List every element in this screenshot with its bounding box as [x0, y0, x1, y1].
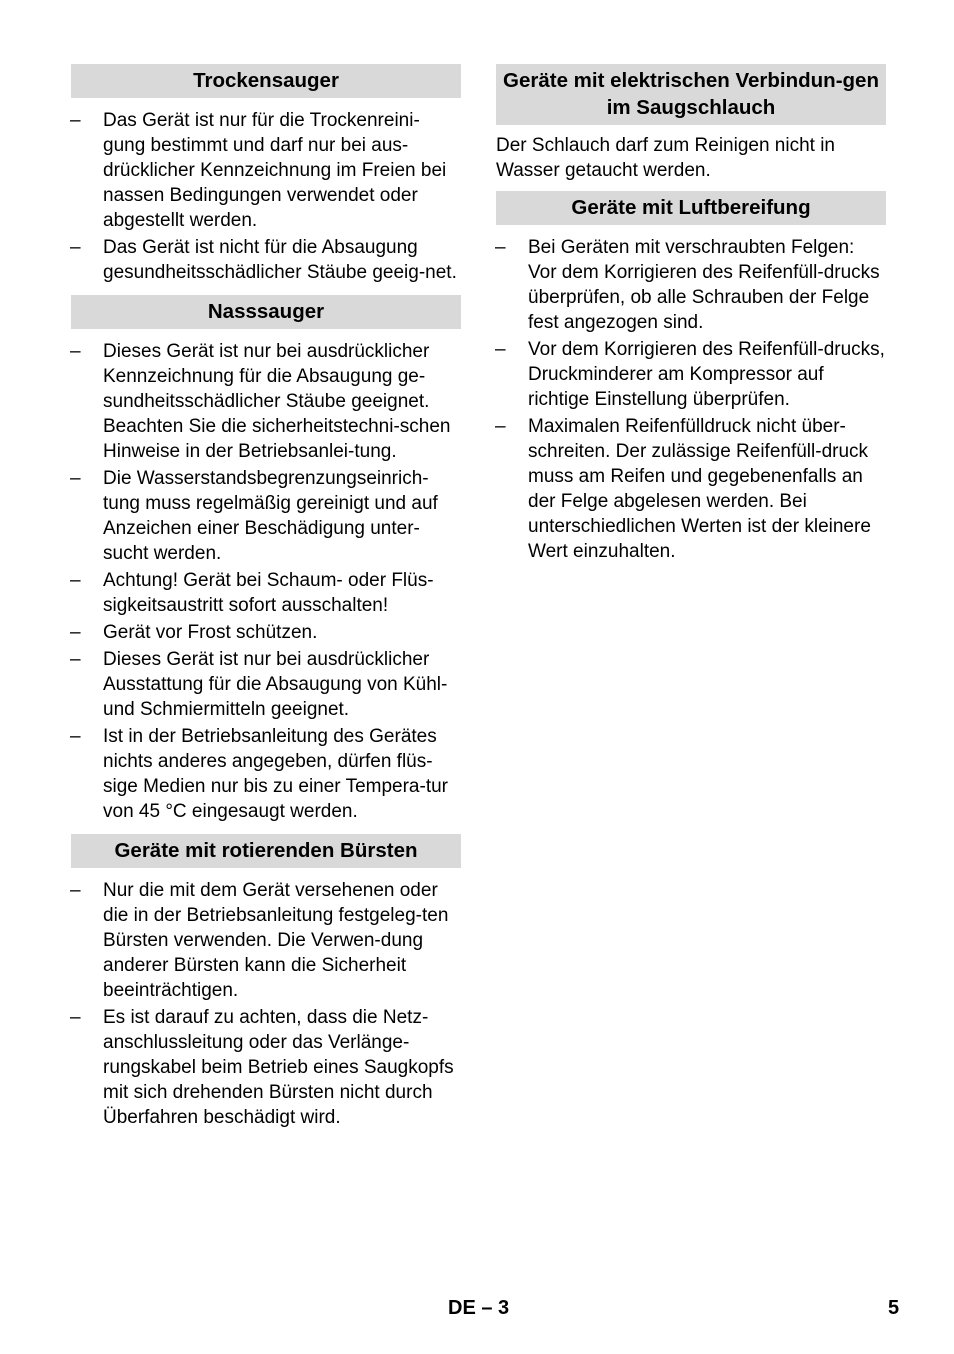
list-item-text: Achtung! Gerät bei Schaum- oder Flüs-sigkeitsaustritt sofort ausschalten!	[103, 570, 434, 616]
nasssauger-list	[71, 339, 461, 824]
list-item	[71, 620, 461, 645]
list-item	[496, 337, 886, 412]
dash-bullet: –	[70, 622, 81, 643]
section-heading-trockensauger: Trockensauger	[71, 64, 461, 98]
paragraph-schlauch: Der Schlauch darf zum Reinigen nicht in Wasser getaucht werden.	[496, 135, 836, 181]
list-item-text: Es ist darauf zu achten, dass die Netz-anschlussleitung oder das Verlänge-rungskabel beim Betrieb eines Saugkopfs mit sich drehenden Bürsten nicht durch Überfahren beschädigt wird.	[103, 1007, 454, 1128]
list-item-text: Nur die mit dem Gerät versehenen oder die in der Betriebsanleitung festgeleg-ten Bürsten verwenden. Die Verwen-dung anderer Bürsten kann die Sicherheit beeinträchtigen.	[103, 880, 449, 1001]
right-column	[496, 64, 886, 574]
dash-bullet: –	[70, 726, 81, 747]
trockensauger-list	[71, 108, 461, 285]
section-heading-luftbereifung: Geräte mit Luftbereifung	[496, 191, 886, 225]
list-item	[71, 235, 461, 285]
left-column	[71, 64, 461, 1140]
dash-bullet: –	[70, 880, 81, 901]
list-item-text: Gerät vor Frost schützen.	[103, 622, 318, 643]
list-item	[71, 339, 461, 464]
dash-bullet: –	[70, 649, 81, 670]
list-item	[71, 724, 461, 824]
dash-bullet: –	[495, 237, 506, 258]
list-item-text: Die Wasserstandsbegrenzungseinrich-tung muss regelmäßig gereinigt und auf Anzeichen einer Beschädigung unter-sucht werden.	[103, 468, 438, 564]
list-item	[71, 878, 461, 1003]
dash-bullet: –	[70, 468, 81, 489]
section-heading-rotierende-buersten: Geräte mit rotierenden Bürsten	[71, 834, 461, 868]
section-heading-elektrische-verbindungen: Geräte mit elektrischen Verbindun-gen im Saugschlauch	[496, 64, 886, 125]
list-item-text: Dieses Gerät ist nur bei ausdrücklicher Ausstattung für die Absaugung von Kühl- und Schmiermitteln geeignet.	[103, 649, 448, 720]
dash-bullet: –	[70, 570, 81, 591]
list-item	[496, 235, 886, 335]
list-item	[496, 414, 886, 564]
list-item-text: Vor dem Korrigieren des Reifenfüll-drucks, Druckminderer am Kompressor auf richtige Einstellung überprüfen.	[528, 339, 885, 410]
dash-bullet: –	[70, 341, 81, 362]
dash-bullet: –	[495, 416, 506, 437]
footer-language-page: DE – 3	[448, 1297, 510, 1319]
list-item-text: Das Gerät ist nicht für die Absaugung gesundheitsschädlicher Stäube geeig-net.	[103, 237, 457, 283]
dash-bullet: –	[495, 339, 506, 360]
list-item	[71, 1005, 461, 1130]
list-item-text: Maximalen Reifenfülldruck nicht über-schreiten. Der zulässige Reifenfüll-druck muss am Reifen und gegebenenfalls an der Felge abgelesen werden. Bei unterschiedlichen Werten ist der kleinere Wert einzuhalten.	[528, 416, 871, 562]
list-item	[71, 108, 461, 233]
footer-page-number: 5	[888, 1297, 900, 1319]
list-item-text: Das Gerät ist nur für die Trockenreini-gung bestimmt und darf nur bei aus-drücklicher Kennzeichnung im Freien bei nassen Bedingungen verwendet oder abgestellt werden.	[103, 110, 447, 231]
list-item-text: Ist in der Betriebsanleitung des Gerätes nichts anderes angegeben, dürfen flüs-sige Medien nur bis zu einer Tempera-tur von 45 °C eingesaugt werden.	[103, 726, 448, 822]
rotierende-buersten-list	[71, 878, 461, 1130]
list-item-text: Bei Geräten mit verschraubten Felgen: Vor dem Korrigieren des Reifenfüll-drucks überprüfen, ob alle Schrauben der Felge fest angezogen sind.	[528, 237, 880, 333]
dash-bullet: –	[70, 237, 81, 258]
list-item-text: Dieses Gerät ist nur bei ausdrücklicher Kennzeichnung für die Absaugung ge-sundheitsschädlicher Stäube geeignet. Beachten Sie die sicherheitstechni-schen Hinweise in der Betriebsanlei-tung.	[103, 341, 451, 462]
dash-bullet: –	[70, 1007, 81, 1028]
dash-bullet: –	[70, 110, 81, 131]
list-item	[71, 568, 461, 618]
list-item	[71, 466, 461, 566]
section-heading-nasssauger: Nasssauger	[71, 295, 461, 329]
list-item	[71, 647, 461, 722]
luftbereifung-list	[496, 235, 886, 564]
